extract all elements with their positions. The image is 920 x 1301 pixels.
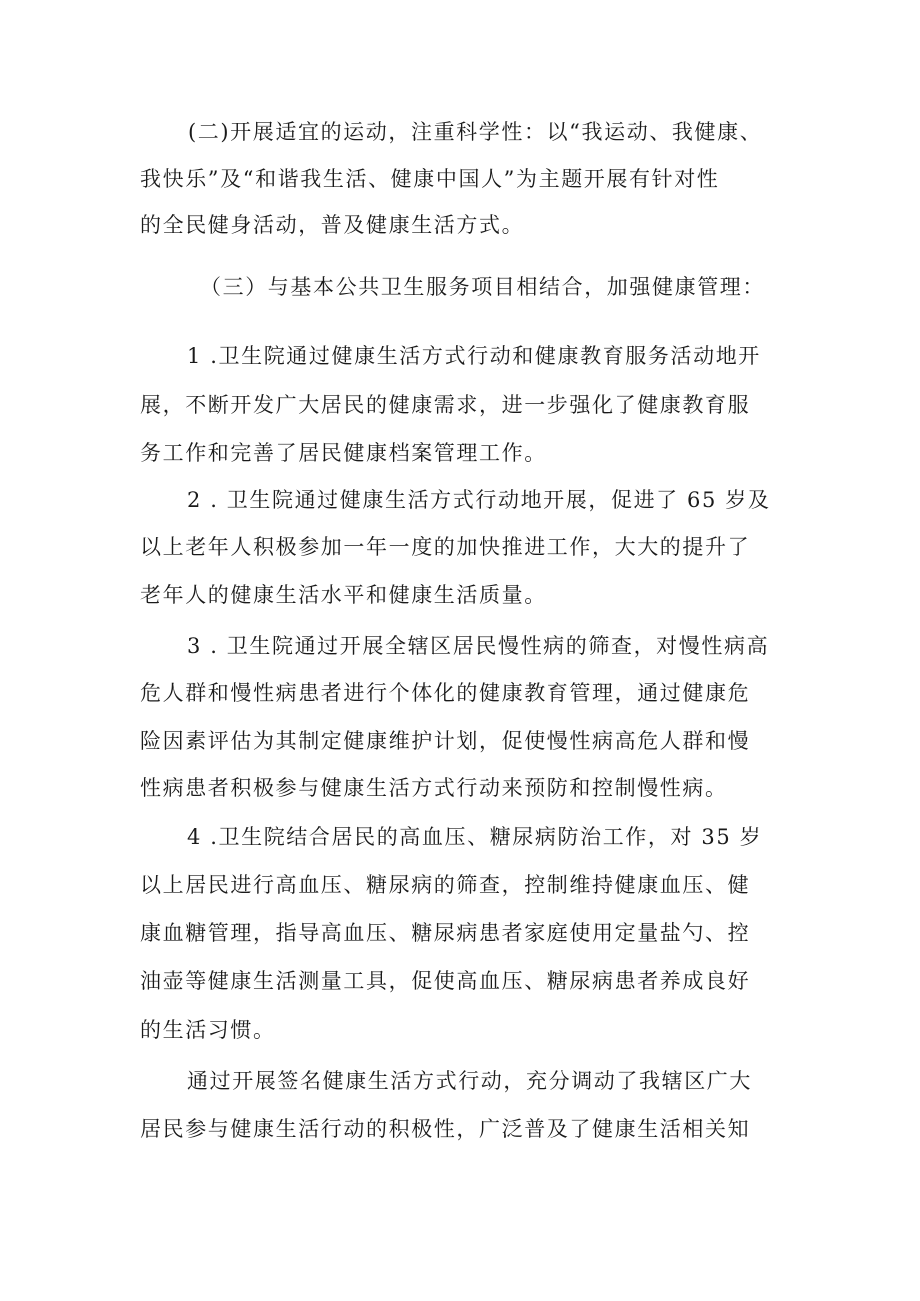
summary-paragraph-line: 通过开展签名健康生活方式行动，充分调动了我辖区广大 xyxy=(187,1069,752,1093)
summary-paragraph-line: 居民参与健康生活行动的积极性，广泛普及了健康生活相关知 xyxy=(140,1117,751,1141)
section-heading-3: （三）与基本公共卫生服务项目相结合，加强健康管理： xyxy=(200,275,765,299)
paragraph-line: 的全民健身活动，普及健康生活方式。 xyxy=(140,213,525,237)
list-item-2-line: 老年人的健康生活水平和健康生活质量。 xyxy=(140,583,547,607)
list-item-3-line: 危人群和慢性病患者进行个体化的健康教育管理，通过健康危 xyxy=(140,681,751,705)
list-item-4-line: 油壶等健康生活测量工具，促使高血压、糖尿病患者养成良好 xyxy=(140,969,751,993)
list-item-4-line: 康血糖管理，指导高血压、糖尿病患者家庭使用定量盐勺、控 xyxy=(140,921,751,945)
list-item-1-line: 1 .卫生院通过健康生活方式行动和健康教育服务活动地开 xyxy=(187,344,761,368)
list-item-2-line: 以上老年人积极参加一年一度的加快推进工作，大大的提升了 xyxy=(140,535,751,559)
list-item-4-line: 以上居民进行高血压、糖尿病的筛查，控制维持健康血压、健 xyxy=(140,873,751,897)
paragraph-line-heading-2: (二)开展适宜的运动，注重科学性：以“我运动、我健康、 xyxy=(188,120,763,144)
list-item-2-line: 2 . 卫生院通过健康生活方式行动地开展，促进了 65 岁及 xyxy=(187,488,771,512)
list-item-3-line: 性病患者积极参与健康生活方式行动来预防和控制慢性病。 xyxy=(140,776,728,800)
list-item-1-line: 务工作和完善了居民健康档案管理工作。 xyxy=(140,441,547,465)
list-item-3-line: 3 . 卫生院通过开展全辖区居民慢性病的筛查，对慢性病高 xyxy=(187,634,770,658)
list-item-1-line: 展，不断开发广大居民的健康需求，进一步强化了健康教育服 xyxy=(140,393,751,417)
list-item-4-line: 4 .卫生院结合居民的高血压、糖尿病防治工作，对 35 岁 xyxy=(187,825,763,849)
list-item-3-line: 险因素评估为其制定健康维护计划，促使慢性病高危人群和慢 xyxy=(140,729,751,753)
list-item-4-line: 的生活习惯。 xyxy=(140,1018,276,1042)
paragraph-line: 我快乐”及“和谐我生活、健康中国人”为主题开展有针对性 xyxy=(140,167,720,191)
